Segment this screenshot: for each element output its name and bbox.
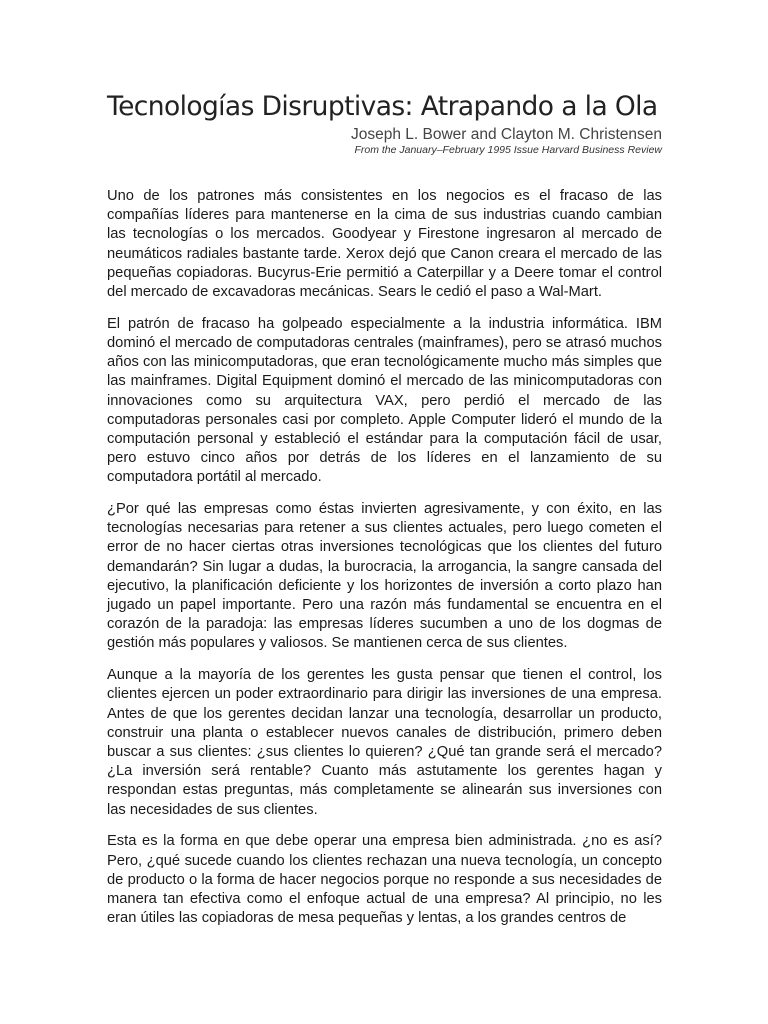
paragraph: Uno de los patrones más consistentes en los negocios es el fracaso de las compañías líderes para mantenerse en la cima de sus industrias cuando cambian las tecnologías o los mercados. Goodyear y Firestone ingresaron al mercado de neumáticos radiales bastante tarde. Xerox dejó que Canon creara el mercado de las pequeñas copiadoras. Bucyrus-Erie permitió a Caterpillar y a Deere tomar el control del mercado de excavadoras mecánicas. Sears le cedió el paso a Wal-Mart. — [107, 188, 662, 301]
document-body — [107, 187, 662, 928]
document-page — [107, 90, 662, 941]
paragraph: Aunque a la mayoría de los gerentes les gusta pensar que tienen el control, los clientes ejercen un poder extraordinario para dirigir las inversiones de una empresa. Antes de que los gerentes decidan lanzar una tecnología, desarrollar un producto, construir una planta o establecer nuevos canales de distribución, primero deben buscar a sus clientes: ¿sus clientes lo quieren? ¿Qué tan grande será el mercado? ¿La inversión será rentable? Cuanto más astutamente los gerentes hagan y respondan estas preguntas, más completamente se alinearán sus inversiones con las necesidades de sus clientes. — [107, 667, 662, 818]
paragraph: El patrón de fracaso ha golpeado especialmente a la industria informática. IBM dominó el mercado de computadoras centrales (mainframes), pero se atrasó muchos años con las minicomputadoras, que eran tecnológicamente mucho más simples que las mainframes. Digital Equipment dominó el mercado de las minicomputadoras con innovaciones como su arquitectura VAX, pero perdió el mercado de las computadoras personales casi por completo. Apple Computer lideró el mundo de la computación personal y estableció el estándar para la computación fácil de usar, pero estuvo cinco años por detrás de los líderes en el lanzamiento de su computadora portátil al mercado. — [107, 315, 662, 486]
document-title: Tecnologías Disruptivas: Atrapando a la Ola — [107, 91, 658, 122]
paragraph: Esta es la forma en que debe operar una empresa bien administrada. ¿no es así? Pero, ¿qué sucede cuando los clientes rechazan una nueva tecnología, un concepto de producto o la forma de hacer negocios porque no responde a sus necesidades de manera tan efectiva como el enfoque actual de una empresa? Al principio, no les eran útiles las copiadoras de mesa pequeñas y lentas, a los grandes centros de — [107, 833, 662, 927]
paragraph: ¿Por qué las empresas como éstas invierten agresivamente, y con éxito, en las tecnologías necesarias para retener a sus clientes actuales, pero luego cometen el error de no hacer ciertas otras inversiones tecnológicas que los clientes del futuro demandarán? Sin lugar a dudas, la burocracia, la arrogancia, la sangre cansada del ejecutivo, la planificación deficiente y los horizontes de inversión a corto plazo han jugado un papel importante. Pero una razón más fundamental se encuentra en el corazón de la paradoja: las empresas líderes sucumben a uno de los dogmas de gestión más populares y valiosos. Se mantienen cerca de sus clientes. — [107, 501, 662, 652]
document-authors: Joseph L. Bower and Clayton M. Christensen — [350, 126, 662, 143]
document-source: From the January–February 1995 Issue Harvard Business Review — [354, 144, 662, 156]
